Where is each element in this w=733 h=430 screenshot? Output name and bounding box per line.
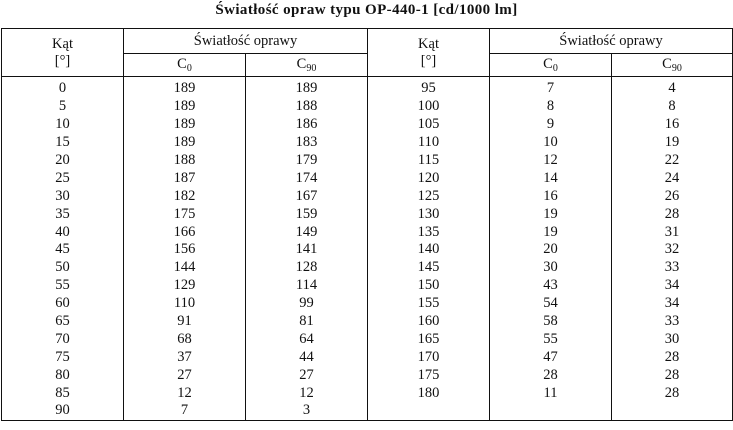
c90-cell: 27 (246, 366, 368, 384)
c0-cell: 189 (124, 98, 246, 116)
c90-cell: 33 (612, 259, 733, 277)
angle-header-right (368, 29, 490, 77)
angle-unit: [°] (54, 52, 71, 69)
angle-cell: 115 (368, 152, 490, 170)
table-row (2, 277, 733, 295)
c0-cell: 175 (124, 205, 246, 223)
c0-cell: 27 (124, 366, 246, 384)
table-row (2, 402, 733, 420)
table-row (2, 205, 733, 223)
angle-cell: 135 (368, 223, 490, 241)
group-header-right: Światłość oprawy (490, 29, 733, 54)
c90-cell: 149 (246, 223, 368, 241)
table-body (2, 77, 733, 421)
c90-cell: 188 (246, 98, 368, 116)
table-row (2, 223, 733, 241)
c90-cell: 32 (612, 241, 733, 259)
table-row (2, 77, 733, 98)
angle-cell: 15 (55, 134, 70, 151)
c0-cell: 189 (124, 77, 246, 98)
c90-cell: 34 (612, 295, 733, 313)
angle-cell: 130 (368, 205, 490, 223)
angle-cell: 60 (55, 295, 70, 312)
c0-cell: 156 (124, 241, 246, 259)
c90-cell: 159 (246, 205, 368, 223)
table-row (2, 295, 733, 313)
angle-cell: 10 (55, 116, 70, 133)
c90-cell: 4 (612, 77, 733, 98)
c0-cell: 188 (124, 152, 246, 170)
c0-cell: 10 (490, 134, 612, 152)
table-header (2, 29, 733, 77)
c90-cell: 189 (246, 77, 368, 98)
table-row (2, 152, 733, 170)
c90-cell: 28 (612, 348, 733, 366)
c0-cell: 16 (490, 187, 612, 205)
c0-cell: 187 (124, 169, 246, 187)
c0-cell: 144 (124, 259, 246, 277)
table-title: Światłość opraw typu OP-440-1 [cd/1000 lm] (215, 2, 518, 18)
table-row (2, 259, 733, 277)
angle-cell: 145 (368, 259, 490, 277)
table-row (2, 134, 733, 152)
angle-cell: 170 (368, 348, 490, 366)
c90-cell: 167 (246, 187, 368, 205)
c90-cell: 31 (612, 223, 733, 241)
angle-cell: 90 (55, 402, 70, 419)
c90-cell (612, 402, 733, 420)
angle-cell: 125 (368, 187, 490, 205)
c0-cell: 7 (124, 402, 246, 420)
group-header-left: Światłość oprawy (124, 29, 368, 54)
c90-cell: 99 (246, 295, 368, 313)
angle-cell: 30 (55, 187, 70, 204)
c0-cell: 19 (490, 223, 612, 241)
angle-cell: 150 (368, 277, 490, 295)
c0-cell: 12 (124, 384, 246, 402)
table-row (2, 169, 733, 187)
c90-cell: 19 (612, 134, 733, 152)
c90-cell: 28 (612, 384, 733, 402)
c0-cell: 68 (124, 330, 246, 348)
c90-cell: 30 (612, 330, 733, 348)
c0-cell: 9 (490, 116, 612, 134)
angle-cell: 5 (58, 98, 67, 115)
c0-cell: 11 (490, 384, 612, 402)
c0-cell: 7 (490, 77, 612, 98)
c0-cell: 28 (490, 366, 612, 384)
angle-cell: 85 (55, 384, 70, 401)
c0-header-left: $C_0$ (124, 54, 246, 77)
angle-cell: 120 (368, 169, 490, 187)
angle-cell: 110 (368, 134, 490, 152)
table-row (2, 187, 733, 205)
c0-cell: 166 (124, 223, 246, 241)
c90-cell: 12 (246, 384, 368, 402)
c90-cell: 81 (246, 313, 368, 331)
table-row (2, 366, 733, 384)
angle-cell: 95 (368, 77, 490, 98)
c90-cell: 16 (612, 116, 733, 134)
c90-cell: 44 (246, 348, 368, 366)
c90-cell: 186 (246, 116, 368, 134)
angle-cell: 20 (55, 152, 70, 168)
c0-cell: 54 (490, 295, 612, 313)
c0-cell: 8 (490, 98, 612, 116)
angle-cell: 180 (368, 384, 490, 402)
angle-cell: 105 (368, 116, 490, 134)
table-row (2, 330, 733, 348)
c90-cell: 26 (612, 187, 733, 205)
angle-cell: 40 (55, 223, 70, 240)
angle-cell: 160 (368, 313, 490, 331)
c0-cell: 37 (124, 348, 246, 366)
c0-cell: 47 (490, 348, 612, 366)
table-row (2, 313, 733, 331)
angle-unit: [°] (420, 52, 437, 69)
angle-header-left (2, 29, 124, 77)
c0-cell: 182 (124, 187, 246, 205)
c90-cell: 22 (612, 152, 733, 170)
c0-cell: 19 (490, 205, 612, 223)
angle-cell: 155 (368, 295, 490, 313)
c0-cell: 12 (490, 152, 612, 170)
c90-cell: 64 (246, 330, 368, 348)
c0-cell: 55 (490, 330, 612, 348)
angle-cell: 80 (55, 366, 70, 383)
c90-cell: 128 (246, 259, 368, 277)
angle-cell: 50 (55, 259, 70, 276)
c0-cell: 129 (124, 277, 246, 295)
c0-cell: 189 (124, 116, 246, 134)
angle-cell: 55 (55, 277, 70, 294)
angle-cell: 70 (55, 330, 70, 347)
luminous-intensity-table (1, 28, 733, 421)
c0-cell: 189 (124, 134, 246, 152)
c0-cell: 20 (490, 241, 612, 259)
table-row (2, 348, 733, 366)
c90-cell: 174 (246, 169, 368, 187)
c0-cell: 58 (490, 313, 612, 331)
angle-cell: 25 (55, 169, 70, 186)
angle-cell: 0 (58, 80, 67, 97)
table-row (2, 98, 733, 116)
c90-header-left: $C_{90}$ (246, 54, 368, 77)
angle-cell: 75 (55, 348, 70, 365)
angle-cell: 35 (55, 205, 70, 222)
c90-cell: 24 (612, 169, 733, 187)
c0-cell: 91 (124, 313, 246, 331)
c90-cell: 179 (246, 152, 368, 170)
c90-cell: 33 (612, 313, 733, 331)
angle-cell: 100 (368, 98, 490, 116)
c90-cell: 3 (246, 402, 368, 420)
table-row (2, 241, 733, 259)
c0-cell: 43 (490, 277, 612, 295)
c90-cell: 34 (612, 277, 733, 295)
angle-cell: 65 (55, 313, 70, 330)
c90-cell: 114 (246, 277, 368, 295)
c0-cell: 30 (490, 259, 612, 277)
angle-label: Kąt (418, 35, 439, 52)
c0-header-right: $C_0$ (490, 54, 612, 77)
c0-cell (490, 402, 612, 420)
c0-cell: 14 (490, 169, 612, 187)
angle-cell: 175 (368, 366, 490, 384)
angle-label: Kąt (52, 35, 73, 52)
c90-cell: 8 (612, 98, 733, 116)
c90-cell: 28 (612, 366, 733, 384)
angle-cell: 165 (368, 330, 490, 348)
c90-cell: 28 (612, 205, 733, 223)
c90-cell: 183 (246, 134, 368, 152)
c90-header-right: $C_{90}$ (612, 54, 733, 77)
table-row (2, 116, 733, 134)
c90-cell: 141 (246, 241, 368, 259)
angle-cell: 140 (368, 241, 490, 259)
angle-cell: 45 (55, 241, 70, 258)
angle-cell (368, 402, 490, 420)
c0-cell: 110 (124, 295, 246, 313)
table-row (2, 384, 733, 402)
